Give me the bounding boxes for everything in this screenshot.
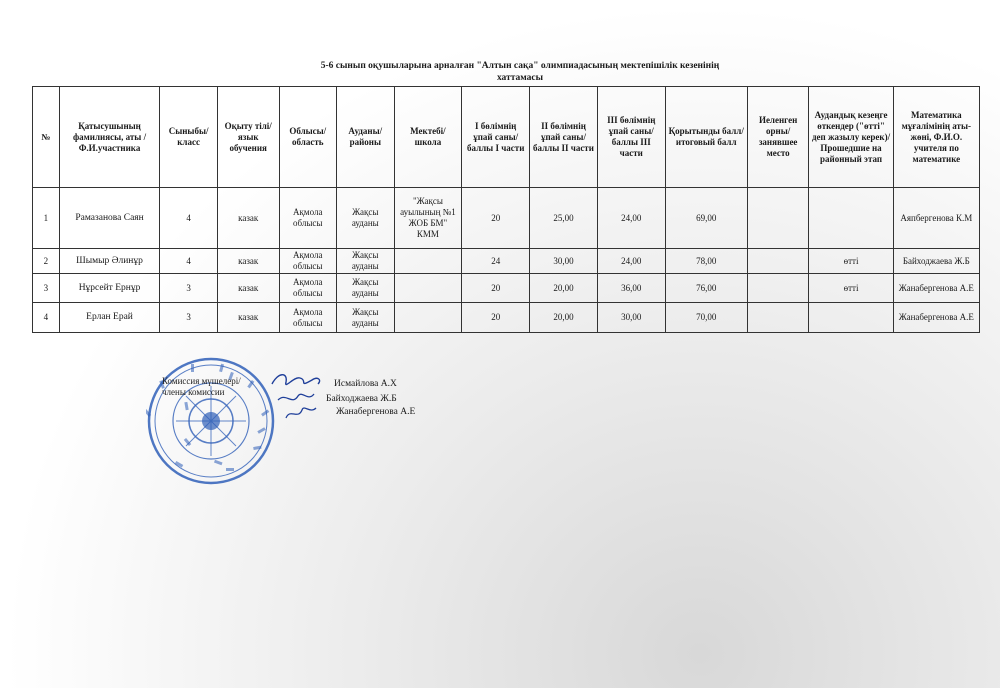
commission-label-line-1: Комиссия мүшелері/ xyxy=(162,376,241,386)
cell-passed: өтті xyxy=(809,249,893,274)
cell-total: 76,00 xyxy=(665,274,747,303)
col-header-school: Мектебі/ школа xyxy=(394,87,462,188)
cell-part1: 24 xyxy=(462,249,530,274)
cell-part2: 30,00 xyxy=(530,249,598,274)
cell-district: Жақсы ауданы xyxy=(337,274,395,303)
col-header-total: Қорытынды балл/ итоговый балл xyxy=(665,87,747,188)
results-table xyxy=(32,86,980,333)
cell-place xyxy=(747,188,809,249)
cell-number: 3 xyxy=(33,274,60,303)
col-header-number: № xyxy=(33,87,60,188)
cell-grade: 4 xyxy=(160,249,218,274)
cell-place xyxy=(747,274,809,303)
cell-teacher: Жанабергенова А.Е xyxy=(893,274,979,303)
col-header-place: Иеленген орны/ занявшее место xyxy=(747,87,809,188)
cell-part3: 24,00 xyxy=(597,249,665,274)
cell-passed: өтті xyxy=(809,274,893,303)
cell-teacher: Жанабергенова А.Е xyxy=(893,303,979,333)
handwritten-signature-icon xyxy=(268,366,328,426)
col-header-part3: ІІІ бөлімнің ұпай саны/ баллы ІІІ части xyxy=(597,87,665,188)
col-header-name: Қатысушының фамилиясы, аты /Ф.И.участника xyxy=(59,87,160,188)
cell-grade: 3 xyxy=(160,274,218,303)
member-name-2: Байходжаева Ж.Б xyxy=(326,394,397,404)
col-header-region: Облысы/ область xyxy=(279,87,337,188)
cell-number: 2 xyxy=(33,249,60,274)
cell-teacher: Аяпбергенова К.М xyxy=(893,188,979,249)
col-header-district: Ауданы/ районы xyxy=(337,87,395,188)
table-row xyxy=(33,249,980,274)
cell-part2: 20,00 xyxy=(530,274,598,303)
cell-part1: 20 xyxy=(462,303,530,333)
cell-part1: 20 xyxy=(462,274,530,303)
cell-part1: 20 xyxy=(462,188,530,249)
table-header-row xyxy=(33,87,980,188)
cell-district: Жақсы ауданы xyxy=(337,303,395,333)
cell-language: казак xyxy=(217,303,279,333)
commission-label-line-2: члены комиссии xyxy=(162,387,225,397)
col-header-teacher: Математика мұғалімінің аты-жөні, Ф.И.О. учителя по математике xyxy=(893,87,979,188)
cell-teacher: Байходжаева Ж.Б xyxy=(893,249,979,274)
cell-region: Ақмола облысы xyxy=(279,249,337,274)
cell-language: казак xyxy=(217,249,279,274)
cell-name: Рамазанова Саян xyxy=(59,188,160,249)
cell-region: Ақмола облысы xyxy=(279,274,337,303)
col-header-grade: Сыныбы/класс xyxy=(160,87,218,188)
cell-part2: 20,00 xyxy=(530,303,598,333)
col-header-language: Оқыту тілі/ язык обучения xyxy=(217,87,279,188)
member-name-1: Исмайлова А.Х xyxy=(334,379,397,389)
cell-school xyxy=(394,249,462,274)
cell-part3: 36,00 xyxy=(597,274,665,303)
cell-place xyxy=(747,249,809,274)
cell-passed xyxy=(809,188,893,249)
cell-name: Шымыр Әлинұр xyxy=(59,249,160,274)
cell-language: казак xyxy=(217,274,279,303)
cell-grade: 3 xyxy=(160,303,218,333)
cell-region: Ақмола облысы xyxy=(279,303,337,333)
col-header-passed: Аудандық кезеңге өткендер ("өтті" деп жазылу керек)/ Прошедшие на районный этап xyxy=(809,87,893,188)
cell-total: 78,00 xyxy=(665,249,747,274)
cell-total: 69,00 xyxy=(665,188,747,249)
cell-passed xyxy=(809,303,893,333)
cell-school xyxy=(394,303,462,333)
cell-total: 70,00 xyxy=(665,303,747,333)
cell-part3: 30,00 xyxy=(597,303,665,333)
cell-place xyxy=(747,303,809,333)
cell-name: Нұрсейт Ернұр xyxy=(59,274,160,303)
title-line-1: 5-6 сынып оқушыларына арналған "Алтын сақа" олимпиадасының мектепішілік кезенінің xyxy=(320,61,720,71)
col-header-part2: ІІ бөлімнің ұпай саны/ баллы ІІ части xyxy=(530,87,598,188)
table-row xyxy=(33,188,980,249)
cell-district: Жақсы ауданы xyxy=(337,249,395,274)
table-row xyxy=(33,274,980,303)
cell-grade: 4 xyxy=(160,188,218,249)
cell-number: 1 xyxy=(33,188,60,249)
cell-number: 4 xyxy=(33,303,60,333)
cell-school: "Жақсы ауылының №1 ЖОБ БМ" КММ xyxy=(394,188,462,249)
cell-region: Ақмола облысы xyxy=(279,188,337,249)
cell-language: казак xyxy=(217,188,279,249)
col-header-part1: І бөлімнің ұпай саны/ баллы І части xyxy=(462,87,530,188)
document-title xyxy=(280,60,760,84)
cell-district: Жақсы ауданы xyxy=(337,188,395,249)
cell-school xyxy=(394,274,462,303)
cell-name: Ерлан Ерай xyxy=(59,303,160,333)
member-name-3: Жанабергенова А.Е xyxy=(336,407,416,417)
cell-part2: 25,00 xyxy=(530,188,598,249)
commission-label xyxy=(162,376,241,398)
title-line-2: хаттамасы xyxy=(496,73,544,83)
cell-part3: 24,00 xyxy=(597,188,665,249)
table-row xyxy=(33,303,980,333)
